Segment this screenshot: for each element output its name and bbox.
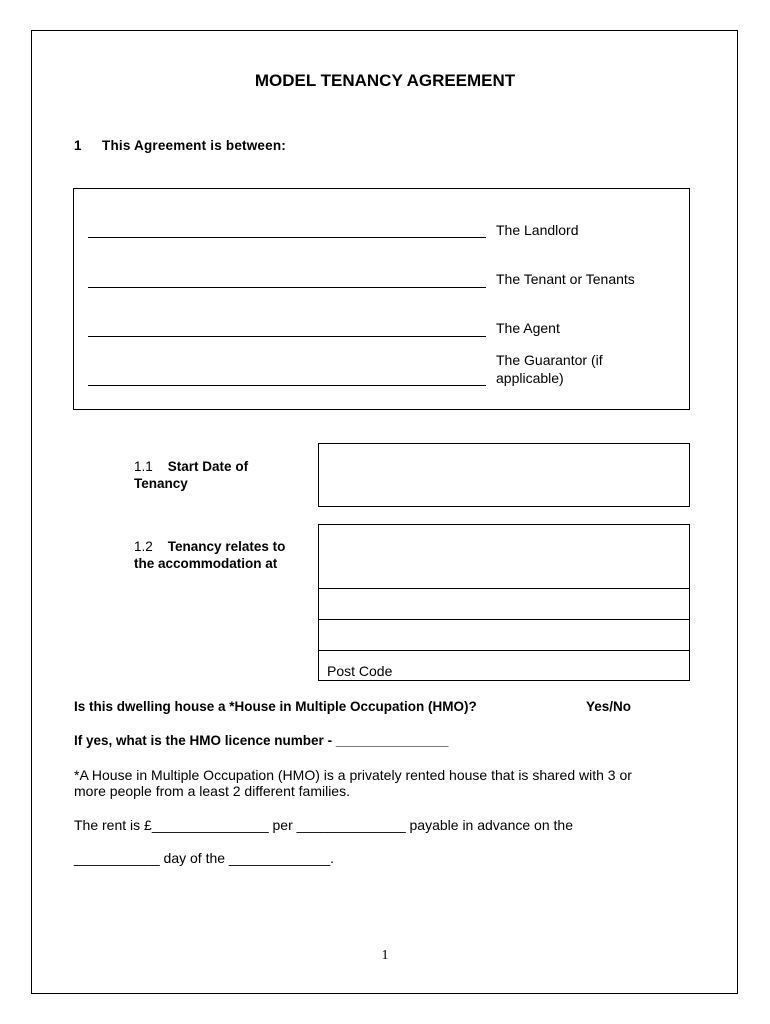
hmo-answer[interactable]: Yes/No <box>586 699 632 714</box>
start-date-label <box>134 458 248 492</box>
hmo-note-line2: more people from a least 2 different families. <box>74 783 350 799</box>
section-number: 1 <box>74 138 82 153</box>
agent-label: The Agent <box>496 320 560 336</box>
start-date-label-line2: Tenancy <box>134 476 188 491</box>
agent-name-line[interactable] <box>88 336 486 337</box>
accommodation-label-text: Tenancy relates to <box>167 539 286 554</box>
guarantor-label <box>496 351 603 387</box>
hmo-note-line1: *A House in Multiple Occupation (HMO) is a privately rented house that is shared with 3 or <box>74 767 632 783</box>
start-date-field[interactable] <box>318 443 690 507</box>
hmo-question: Is this dwelling house a *House in Multiple Occupation (HMO)? <box>74 699 477 714</box>
rent-line-1: The rent is £_______________ per ______________ payable in advance on the <box>74 817 573 833</box>
accommodation-label-line2: the accommodation at <box>134 556 278 571</box>
section-1-heading <box>74 138 286 153</box>
guarantor-label-line2: applicable) <box>496 370 564 386</box>
landlord-label: The Landlord <box>496 222 579 238</box>
rent-line-2: ___________ day of the _____________. <box>74 850 335 866</box>
tenant-name-line[interactable] <box>88 287 486 288</box>
hmo-licence-line: If yes, what is the HMO licence number - _______________ <box>74 733 449 748</box>
start-date-number: 1.1 <box>134 459 153 474</box>
guarantor-name-line[interactable] <box>88 385 486 386</box>
hmo-note <box>74 767 632 799</box>
tenant-label: The Tenant or Tenants <box>496 271 635 287</box>
accommodation-number: 1.2 <box>134 539 153 554</box>
address-row-divider <box>319 588 689 589</box>
guarantor-label-line1: The Guarantor (if <box>496 352 603 368</box>
address-row-divider <box>319 650 689 651</box>
start-date-label-text: Start Date of <box>167 459 249 474</box>
page-number: 1 <box>381 948 389 963</box>
document-title: MODEL TENANCY AGREEMENT <box>254 71 516 90</box>
postcode-label: Post Code <box>327 663 393 679</box>
landlord-name-line[interactable] <box>88 237 486 238</box>
accommodation-address-field[interactable] <box>318 524 690 681</box>
address-row-divider <box>319 619 689 620</box>
section-heading-text: This Agreement is between: <box>102 138 286 153</box>
parties-box <box>73 188 690 410</box>
accommodation-label <box>134 538 285 572</box>
